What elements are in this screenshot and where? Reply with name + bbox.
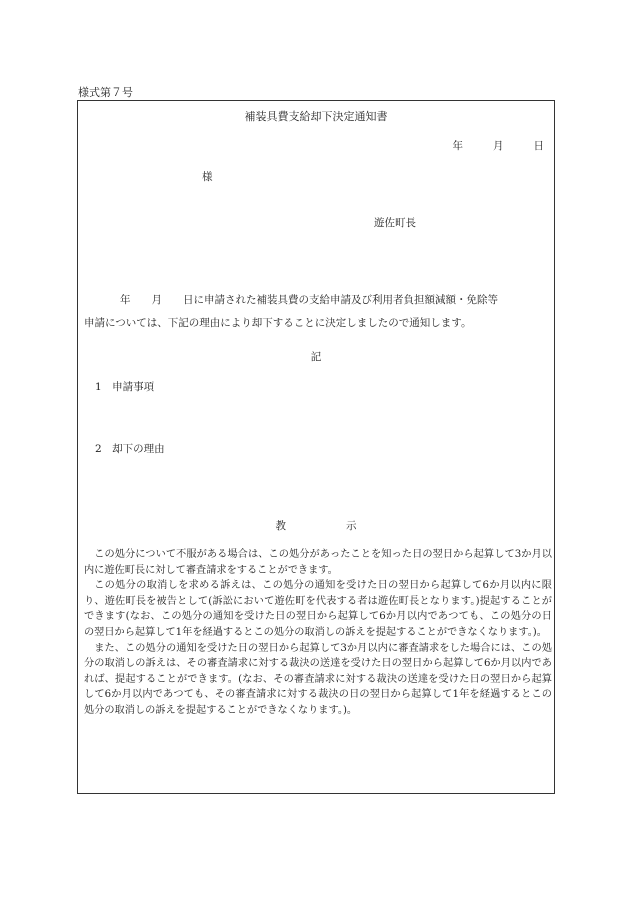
notice-heading xyxy=(78,521,554,532)
date-year: 年 xyxy=(452,140,463,152)
notice-paragraph-3: また、この処分の通知を受けた日の翌日から起算して3か月以内に審査請求をした場合には、この処分の取消しの訴えは、その審査請求に対する裁決の送達を受けた日の翌日から起算して6か月以内であれば、提起することができます。(なお、その審査請求に対する裁決の送達を受けた日の翌日から起算して6か月以内であつても、その審査請求に対する裁決の日の翌日から起算して1年を経過するとこの処分の取消しの訴えを提起することができなくなります。)。 xyxy=(84,642,552,716)
notice-paragraph-1: この処分について不服がある場合は、この処分があったことを知った日の翌日から起算して3か月以内に遊佐町長に対して審査請求をすることができます。 xyxy=(84,549,552,576)
item-rejection-reason: 2 却下の理由 xyxy=(95,443,165,455)
document-title: 補装具費支給却下決定通知書 xyxy=(244,110,388,123)
notice-heading-right: 示 xyxy=(346,520,357,532)
addressee-suffix: 様 xyxy=(202,171,213,183)
notice-paragraph-2: この処分の取消しを求める訴えは、この処分の通知を受けた日の翌日から起算して6か月以内に限り、遊佐町長を被告として(訴訟において遊佐町を代表する者は遊佐町長となります。)提起することができます(なお、この処分の通知を受けた日の翌日から起算して6か月以内であつても、この処分の日の翌日から起算して1年を経過するとこの処分の取消しの訴えを提起することができなくなります。)。 xyxy=(84,580,552,638)
body-text-line1: 年 月 日に申請された補装具費の支給申請及び利用者負担額減額・免除等 xyxy=(120,294,498,306)
form-number: 様式第７号 xyxy=(78,86,133,99)
notice-heading-left: 教 xyxy=(275,520,286,532)
date-line xyxy=(453,141,545,152)
item-application-matter: 1 申請事項 xyxy=(95,381,155,393)
date-day: 日 xyxy=(533,140,544,152)
document-frame xyxy=(77,100,555,794)
ki-heading: 記 xyxy=(310,351,322,363)
body-text-line2: 申請については、下記の理由により却下することに決定しましたので通知します。 xyxy=(84,317,472,329)
issuer-name: 遊佐町長 xyxy=(374,217,416,229)
date-month: 月 xyxy=(493,140,504,152)
notice-text xyxy=(84,547,552,719)
